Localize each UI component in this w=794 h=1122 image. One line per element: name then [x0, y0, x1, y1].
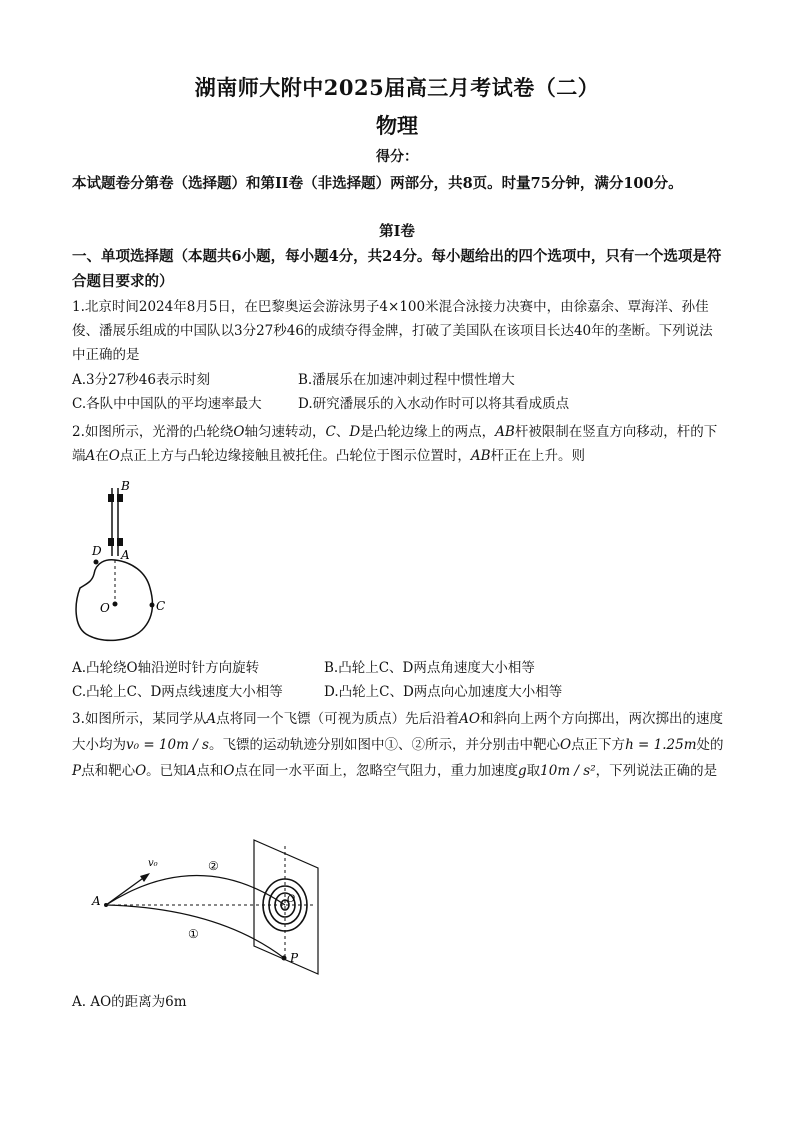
label-path-2: ② [208, 859, 219, 873]
question-2-options [72, 656, 724, 704]
section-heading: 一、单项选择题（本题共6小题，每小题4分，共24分。每小题给出的四个选项中，只有一个选项是符合题目要求的） [72, 248, 722, 290]
label-a: A [121, 548, 130, 562]
page-title: 湖南师大附中2025届高三月考试卷（二） [194, 75, 600, 100]
q3-option-a: A. AO的距离为6m [72, 994, 187, 1010]
question-3-stem: 3.如图所示，某同学从A点将同一个飞镖（可视为质点）先后沿着AO和斜向上两个方向掷出，两次掷出的速度大小均为v₀ = 10m / s。飞镖的运动轨迹分别如图中①、②所示，并分别击中靶心O点正下方h = 1.25m处的P点和靶心O。已知A点和O点在同一水平面上，忽略空气阻力，重力加速度g取10m / s²，下列说法正确的是 [72, 711, 724, 779]
label-d: D [92, 544, 102, 558]
exam-intro: 本试题卷分第卷（选择题）和第II卷（非选择题）两部分，共8页。时量75分钟，满分100分。 [72, 175, 683, 192]
label-o: O [100, 601, 110, 615]
question-1-stem: 1.北京时间2024年8月5日，在巴黎奥运会游泳男子4×100米混合泳接力决赛中，由徐嘉余、覃海洋、孙佳俊、潘展乐组成的中国队以3分27秒46的成绩夺得金牌，打破了美国队在该项目长达40年的垄断。下列说法中正确的是 [72, 299, 713, 363]
question-2-stem: 2.如图所示，光滑的凸轮绕O轴匀速转动，C、D是凸轮边缘上的两点，AB杆被限制在竖直方向移动，杆的下端A在O点正上方与凸轮边缘接触且被托住。凸轮位于图示位置时，AB杆正在上升。则 [72, 424, 718, 464]
label-c: C [156, 599, 166, 613]
cam-diagram [72, 476, 182, 646]
q2-option-b: B.凸轮上C、D两点角速度大小相等 [324, 660, 535, 676]
cam-point-c [150, 603, 155, 608]
question-1-options [72, 368, 724, 416]
point-a [104, 903, 108, 907]
q1-option-a: A.3分27秒46表示时刻 [72, 372, 210, 388]
label-v0: v₀ [148, 858, 158, 869]
volume-heading: 第I卷 [379, 223, 415, 240]
label-o: O [287, 894, 296, 905]
q1-option-c: C.各队中中国队的平均速率最大 [72, 396, 262, 412]
q1-option-b: B.潘展乐在加速冲刺过程中惯性增大 [298, 372, 515, 388]
cam-point-d [94, 560, 99, 565]
q2-option-d: D.凸轮上C、D两点向心加速度大小相等 [324, 684, 563, 700]
q2-option-a: A.凸轮绕O轴沿逆时针方向旋转 [72, 660, 260, 676]
dart-diagram [88, 836, 338, 976]
score-label: 得分： [376, 149, 418, 165]
subject-title: 物理 [376, 113, 418, 138]
q1-option-d: D.研究潘展乐的入水动作时可以将其看成质点 [298, 396, 570, 412]
q2-option-c: C.凸轮上C、D两点线速度大小相等 [72, 684, 283, 700]
cam-center-point [113, 602, 118, 607]
label-p: P [290, 951, 299, 965]
label-b: B [121, 479, 130, 493]
label-a: A [92, 894, 101, 908]
label-path-1: ① [188, 927, 199, 941]
point-p [282, 956, 287, 961]
